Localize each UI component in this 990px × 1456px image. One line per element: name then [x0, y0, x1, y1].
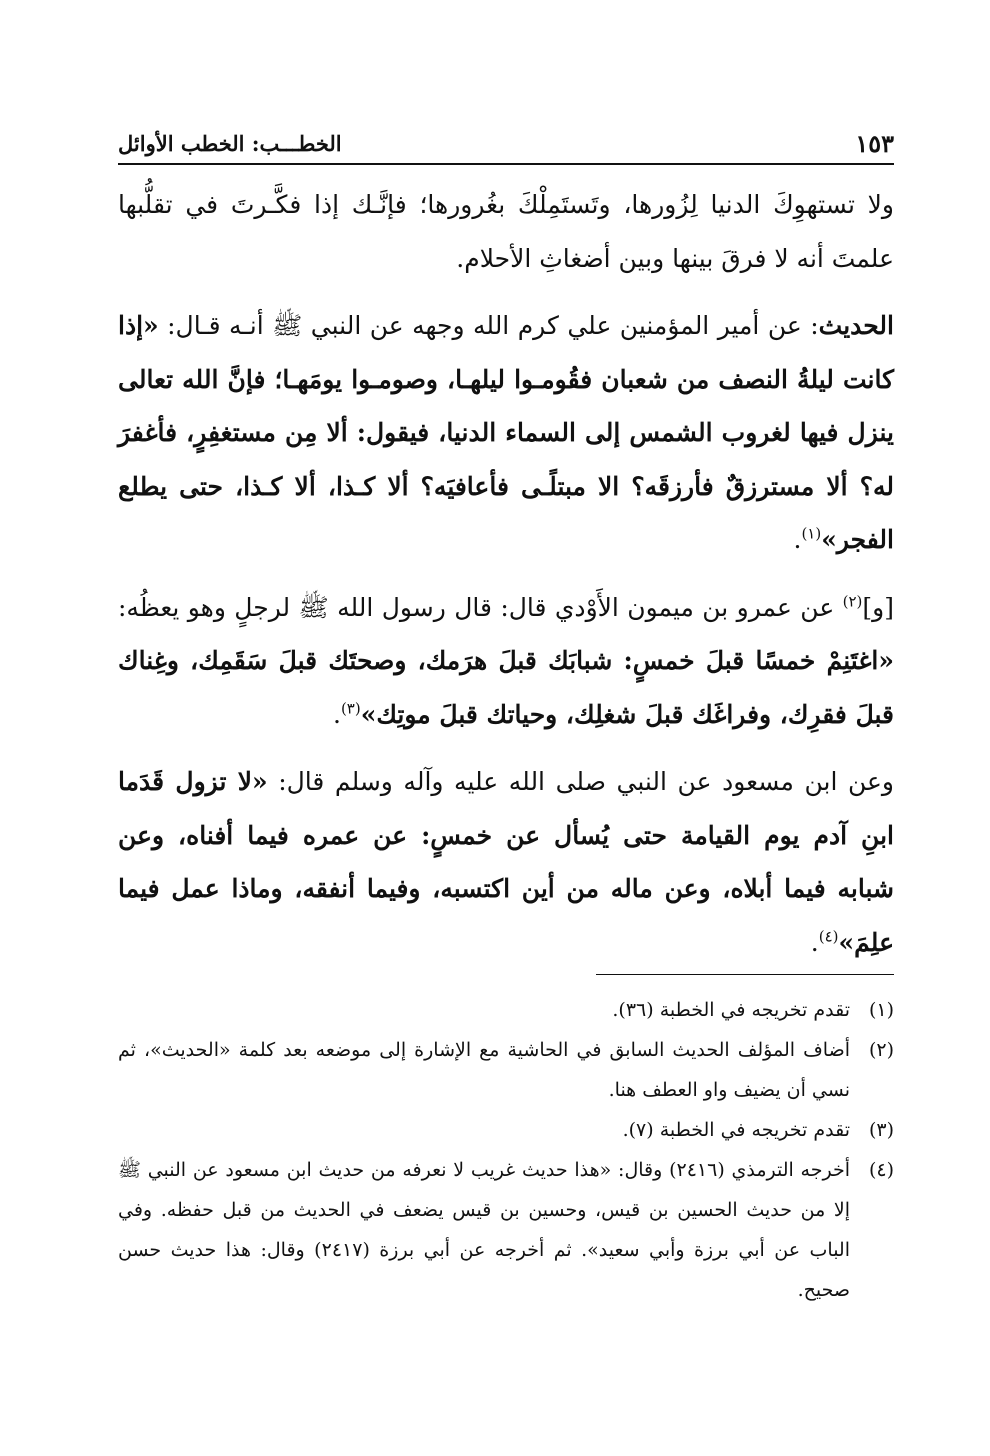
paragraph-4: [118, 755, 894, 969]
paragraph-3-end: .: [332, 699, 341, 729]
paragraph-4-hadith: «لا تزول قَدَما ابنِ آدم يوم القيامة حتى يُسأل عن خمسٍ: عن عمره فيما أفناه، وعن شبابه فيما أبلاه، وعن ماله من أين اكتسبه، وفيما أنفقه، وماذا عمل فيما علِمَ»: [118, 767, 894, 957]
paragraph-1-text: ولا تستهوِكَ الدنيا لِزُورها، وتَستَمِلْكَ بغُرورها؛ فإنَّـك إذا فكَّـرتَ في تقلُّبها علمتَ أنه لا فرقَ بينها وبين أضغاثِ الأحلام.: [118, 190, 894, 273]
footnotes: [118, 990, 894, 1310]
paragraph-2-hadith: «إذا كانت ليلةُ النصف من شعبان فقُومـوا ليلهـا، وصومـوا يومَهـا؛ فإنَّ الله تعالى ينزل فيها لغروب الشمس إلى السماء الدنيا، فيقول: ألا مِن مستغفِرٍ، فأغفرَ له؟ ألا مسترزقٌ فأرزقَه؟ الا مبتلًـى فأعافيَه؟ ألا كـذا، ألا كـذا، حتى يطلع الفجر»: [118, 311, 894, 554]
footnote-1: [118, 990, 894, 1030]
footnote-number: (١): [868, 999, 894, 1021]
paragraph-3: [118, 581, 894, 742]
paragraph-2-lead: الحديث: [818, 311, 894, 340]
footnote-ref-2[interactable]: (٢): [842, 592, 863, 611]
paragraph-4-intro: وعن ابن مسعود عن النبي صلى الله عليه وآله وسلم قال:: [267, 767, 894, 796]
footnote-text: أخرجه الترمذي (٢٤١٦) وقال: «هذا حديث غريب لا نعرفه من حديث ابن مسعود عن النبي ﷺ إلا من حديث الحسين بن قيس، وحسين بن قيس يضعف في الحديث من قبل حفظه. وفي الباب عن أبي برزة وأبي سعيد». ثم أخرجه عن أبي برزة (٢٤١٧) وقال: هذا حديث حسن صحيح.: [118, 1159, 850, 1301]
footnote-text: تقدم تخريجه في الخطبة (٧).: [622, 1119, 850, 1141]
footnote-number: (٤): [868, 1159, 894, 1181]
footnote-ref-1[interactable]: (١): [801, 524, 822, 543]
footnote-separator: [596, 974, 894, 975]
paragraph-2: [118, 299, 894, 567]
paragraph-3-hadith: «اغتَنِمْ خمسًا قبلَ خمسٍ: شبابَك قبلَ هرَمك، وصحتَك قبلَ سَقَمِك، وغِناك قبلَ فقرِك، وفراغَك قبلَ شغلِك، وحياتك قبلَ موتِك»: [118, 646, 894, 729]
page-number: ١٥٣: [855, 128, 894, 158]
footnote-number: (٣): [868, 1119, 894, 1141]
header-rule: [118, 163, 894, 165]
footnote-3: [118, 1110, 894, 1150]
paragraph-4-end: .: [810, 927, 819, 957]
main-text: [118, 178, 894, 969]
footnote-number: (٢): [868, 1039, 894, 1061]
paragraph-2-intro: : عن أمير المؤمنين علي كرم الله وجهه عن النبي ﷺ أنـه قـال:: [167, 311, 819, 340]
footnote-4: [118, 1150, 894, 1310]
header-title: الخطـــب: الخطب الأوائل: [118, 130, 342, 156]
footnote-ref-3[interactable]: (٣): [340, 699, 361, 718]
paragraph-2-end: .: [793, 525, 802, 554]
paragraph-3-open: [و]: [862, 592, 894, 622]
footnote-ref-4[interactable]: (٤): [818, 927, 839, 946]
footnote-2: [118, 1030, 894, 1110]
footnote-text: أضاف المؤلف الحديث السابق في الحاشية مع الإشارة إلى موضعه بعد كلمة «الحديث»، ثم نسي أن يضيف واو العطف هنا.: [118, 1039, 850, 1101]
running-header: [118, 126, 894, 160]
footnote-text: تقدم تخريجه في الخطبة (٣٦).: [612, 999, 850, 1021]
paragraph-1: [118, 178, 894, 285]
paragraph-3-intro: عن عمرو بن ميمون الأَوْدي قال: قال رسول الله ﷺ لرجلٍ وهو يعظُه:: [118, 592, 843, 622]
